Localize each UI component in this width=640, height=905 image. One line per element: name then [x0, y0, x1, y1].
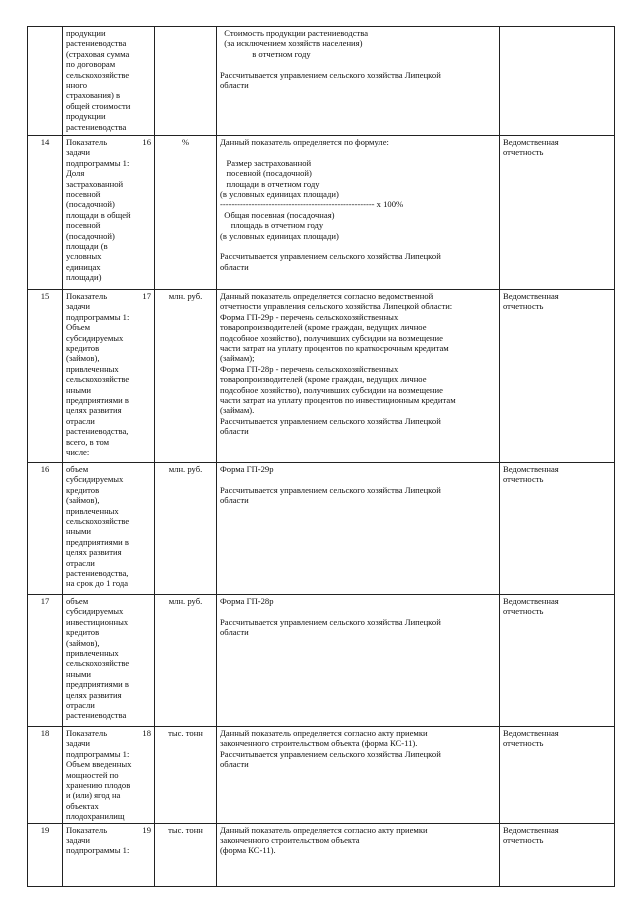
indicator-name-line: мощностей по: [66, 769, 119, 780]
indicator-name-line: кредитов: [66, 343, 100, 354]
indicator-name-line: кредитов: [66, 484, 100, 495]
table-row: [28, 595, 615, 727]
indicator-name-line: привлеченных: [66, 505, 119, 516]
row-number: 16: [28, 463, 63, 595]
method-line: Данный показатель определяется согласно акту приемки: [220, 728, 428, 738]
table-row: [28, 27, 615, 136]
method-line: Форма ГП-29р - перечень сельскохозяйственных: [220, 311, 399, 322]
source-line: отчетность: [503, 301, 544, 312]
unit-cell: млн. руб.: [155, 463, 217, 595]
indicator-name-line: числе:: [66, 447, 90, 458]
indicators-table: [27, 26, 615, 887]
indicator-name-line: условных: [66, 251, 102, 262]
row-number: 18: [28, 727, 63, 824]
source-line: отчетность: [503, 606, 544, 617]
data-source-cell: [500, 595, 615, 727]
indicator-name-line: плодохранилищ: [66, 811, 125, 822]
source-line: Ведомственная: [503, 596, 559, 606]
indicator-name-line: страхования) в: [66, 90, 121, 101]
indicator-name-line: подпрограммы 1:: [66, 845, 130, 856]
method-line: Рассчитывается управлением сельского хозяйства Липецкой: [220, 748, 441, 759]
indicator-name-line: растениеводства: [66, 121, 127, 132]
indicator-name-line: растениеводства,: [66, 568, 129, 579]
indicator-name-line: (страховая сумма: [66, 48, 130, 59]
unit-cell: %: [155, 136, 217, 290]
method-line: отчетности управления сельского хозяйства Липецкой области:: [220, 301, 453, 312]
table-row: [28, 463, 615, 595]
indicator-name-line: площади в общей: [66, 209, 131, 220]
indicator-label: Показатель: [66, 291, 108, 301]
indicator-name-line: предприятиями в: [66, 536, 129, 547]
data-source-cell: [500, 27, 615, 136]
method-line: области: [220, 759, 249, 770]
indicator-name-line: на срок до 1 года: [66, 578, 129, 589]
method-line: Рассчитывается управлением сельского хозяйства Липецкой: [220, 484, 441, 495]
indicator-heading-line: [66, 825, 151, 835]
indicator-name-line: субсидируемых: [66, 606, 124, 617]
method-line: площади в отчетном году: [220, 178, 320, 189]
indicator-name-line: целях развития: [66, 689, 122, 700]
indicator-name-line: нными: [66, 526, 92, 537]
method-line: Форма ГП-28р - перечень сельскохозяйственных: [220, 363, 399, 374]
method-line: Данный показатель определяется согласно ведомственной: [220, 291, 434, 301]
method-line: части затрат на уплату процентов по краткосрочным кредитам: [220, 343, 449, 354]
method-line: Данный показатель определяется согласно акту приемки: [220, 824, 428, 835]
method-line: части затрат на уплату процентов по инвестиционным кредитам: [220, 395, 456, 406]
indicator-name-line: отрасли: [66, 557, 95, 568]
calculation-method-cell: [217, 136, 500, 290]
method-line: товаропроизводителей (кроме граждан, ведущих личное: [220, 374, 427, 385]
indicator-name-line: Объем введенных: [66, 759, 132, 770]
indicator-name-line: посевной: [66, 220, 101, 231]
table-row: [28, 290, 615, 463]
method-line: области: [220, 627, 249, 638]
source-line: Ведомственная: [503, 824, 559, 835]
method-line: ------------------------------------------------------ x 100%: [220, 199, 404, 210]
indicator-name-line: кредитов: [66, 627, 100, 638]
indicator-name-cell: [63, 136, 155, 290]
method-line: Рассчитывается управлением сельского хозяйства Липецкой: [220, 69, 441, 80]
method-line: [220, 241, 496, 251]
indicator-label: Показатель: [66, 137, 108, 147]
indicator-label: Показатель: [66, 824, 108, 835]
indicator-name-line: задачи: [66, 738, 90, 749]
method-line: Данный показатель определяется по формуле:: [220, 137, 389, 147]
indicators-table-body: [28, 27, 615, 887]
indicator-number: 19: [142, 824, 151, 835]
indicator-name-line: подпрограммы 1:: [66, 157, 130, 168]
source-line: отчетность: [503, 147, 544, 158]
indicator-name-line: Объем: [66, 322, 91, 333]
source-line: Ведомственная: [503, 464, 559, 474]
indicator-name-cell: [63, 595, 155, 727]
method-line: области: [220, 426, 249, 437]
method-line: [220, 59, 496, 69]
indicator-name-line: отрасли: [66, 415, 95, 426]
indicator-name-line: продукции: [66, 111, 106, 122]
indicator-name-line: хранению плодов: [66, 780, 131, 791]
indicator-name-line: растениеводства: [66, 38, 127, 49]
indicator-name-line: (посадочной): [66, 199, 115, 210]
unit-cell: тыс. тонн: [155, 823, 217, 886]
method-line: Рассчитывается управлением сельского хозяйства Липецкой: [220, 415, 441, 426]
indicator-name-line: задачи: [66, 835, 90, 846]
indicator-name-line: и (или) ягод на: [66, 790, 121, 801]
row-number: 19: [28, 823, 63, 886]
indicator-name-line: единицах: [66, 261, 101, 272]
indicator-name-line: сельскохозяйстве: [66, 658, 130, 669]
indicator-name-line: задачи: [66, 301, 90, 312]
indicator-heading-line: [66, 728, 151, 738]
data-source-cell: [500, 727, 615, 824]
method-line: подсобное хозяйство), получивших субсидии на возмещение: [220, 332, 443, 343]
method-line: площадь в отчетном году: [220, 220, 324, 231]
calculation-method-cell: [217, 290, 500, 463]
indicator-name-line: предприятиями в: [66, 679, 129, 690]
data-source-cell: [500, 290, 615, 463]
method-line: (займам);: [220, 353, 255, 364]
data-source-cell: [500, 823, 615, 886]
indicator-name-line: объем: [66, 464, 89, 474]
indicator-name-line: целях развития: [66, 547, 122, 558]
unit-cell: млн. руб.: [155, 595, 217, 727]
indicator-name-line: целях развития: [66, 405, 122, 416]
indicator-name-line: продукции: [66, 28, 106, 38]
indicator-name-line: (займов),: [66, 353, 100, 364]
indicator-name-line: привлеченных: [66, 363, 119, 374]
method-line: товаропроизводителей (кроме граждан, ведущих личное: [220, 322, 427, 333]
method-line: в отчетном году: [220, 48, 311, 59]
row-number: 17: [28, 595, 63, 727]
indicator-name-line: нного: [66, 80, 88, 91]
indicator-name-line: растениеводства: [66, 710, 127, 721]
indicator-number: 18: [142, 728, 151, 738]
calculation-method-cell: [217, 727, 500, 824]
indicator-name-line: субсидируемых: [66, 332, 124, 343]
indicator-name-cell: [63, 27, 155, 136]
indicator-name-line: задачи: [66, 147, 90, 158]
indicator-name-line: Доля: [66, 168, 85, 179]
method-line: законченного строительством объекта: [220, 835, 360, 846]
method-line: Рассчитывается управлением сельского хозяйства Липецкой: [220, 251, 441, 262]
indicator-name-line: всего, в том: [66, 436, 110, 447]
row-number: [28, 27, 63, 136]
method-line: подсобное хозяйство), получивших субсидии на возмещение: [220, 384, 443, 395]
indicator-name-line: растениеводства,: [66, 426, 129, 437]
row-number: 14: [28, 136, 63, 290]
indicator-name-cell: [63, 463, 155, 595]
calculation-method-cell: [217, 463, 500, 595]
method-line: области: [220, 495, 249, 506]
source-line: Ведомственная: [503, 728, 559, 738]
method-line: [220, 606, 496, 616]
indicator-name-line: общей стоимости: [66, 100, 131, 111]
method-line: законченного строительством объекта (форма КС-11).: [220, 738, 418, 749]
source-line: Ведомственная: [503, 291, 559, 301]
indicator-name-cell: [63, 727, 155, 824]
unit-cell: млн. руб.: [155, 290, 217, 463]
calculation-method-cell: [217, 595, 500, 727]
indicator-name-line: площади): [66, 272, 102, 283]
indicator-label: Показатель: [66, 728, 108, 738]
indicator-number: 17: [142, 291, 151, 301]
method-line: (в условных единицах площади): [220, 230, 339, 241]
method-line: посевной (посадочной): [220, 168, 312, 179]
indicator-name-line: (посадочной): [66, 230, 115, 241]
source-line: отчетность: [503, 474, 544, 485]
data-source-cell: [500, 463, 615, 595]
unit-cell: тыс. тонн: [155, 727, 217, 824]
unit-cell: [155, 27, 217, 136]
method-line: (займам).: [220, 405, 255, 416]
source-line: отчетность: [503, 738, 544, 749]
indicator-name-line: сельскохозяйстве: [66, 374, 130, 385]
indicator-name-line: сельскохозяйстве: [66, 516, 130, 527]
method-line: области: [220, 80, 249, 91]
indicator-name-line: (займов),: [66, 637, 100, 648]
indicator-name-line: по договорам: [66, 59, 116, 70]
method-line: [220, 147, 496, 157]
indicator-name-line: привлеченных: [66, 648, 119, 659]
method-line: Рассчитывается управлением сельского хозяйства Липецкой: [220, 616, 441, 627]
method-line: (за исключением хозяйств населения): [220, 38, 363, 49]
indicator-heading-line: [66, 291, 151, 301]
method-line: Стоимость продукции растениеводства: [220, 28, 369, 38]
indicator-name-line: подпрограммы 1:: [66, 311, 130, 322]
indicator-name-line: инвестиционных: [66, 616, 129, 627]
indicator-name-line: объектах: [66, 800, 99, 811]
indicator-name-line: посевной: [66, 189, 101, 200]
method-line: области: [220, 261, 249, 272]
method-line: (форма КС-11).: [220, 845, 276, 856]
method-line: (в условных единицах площади): [220, 189, 339, 200]
table-row: [28, 136, 615, 290]
indicator-name-line: нными: [66, 668, 92, 679]
table-row: [28, 727, 615, 824]
source-line: отчетность: [503, 835, 544, 846]
indicator-name-line: нными: [66, 384, 92, 395]
table-row: [28, 823, 615, 886]
indicator-name-line: сельскохозяйстве: [66, 69, 130, 80]
indicator-name-cell: [63, 823, 155, 886]
indicator-name-line: площади (в: [66, 241, 108, 252]
indicator-heading-line: [66, 137, 151, 147]
indicator-name-line: застрахованной: [66, 178, 124, 189]
indicator-name-line: объем: [66, 596, 89, 606]
indicator-number: 16: [142, 137, 151, 147]
method-line: [220, 474, 496, 484]
calculation-method-cell: [217, 27, 500, 136]
indicator-name-line: предприятиями в: [66, 395, 129, 406]
method-line: Форма ГП-29р: [220, 464, 274, 474]
data-source-cell: [500, 136, 615, 290]
indicator-name-cell: [63, 290, 155, 463]
row-number: 15: [28, 290, 63, 463]
indicator-name-line: подпрограммы 1:: [66, 748, 130, 759]
method-line: Размер застрахованной: [220, 157, 312, 168]
indicator-name-line: субсидируемых: [66, 474, 124, 485]
source-line: Ведомственная: [503, 137, 559, 147]
indicator-name-line: (займов),: [66, 495, 100, 506]
indicator-name-line: отрасли: [66, 700, 95, 711]
method-line: Форма ГП-28р: [220, 596, 274, 606]
calculation-method-cell: [217, 823, 500, 886]
method-line: Общая посевная (посадочная): [220, 209, 335, 220]
